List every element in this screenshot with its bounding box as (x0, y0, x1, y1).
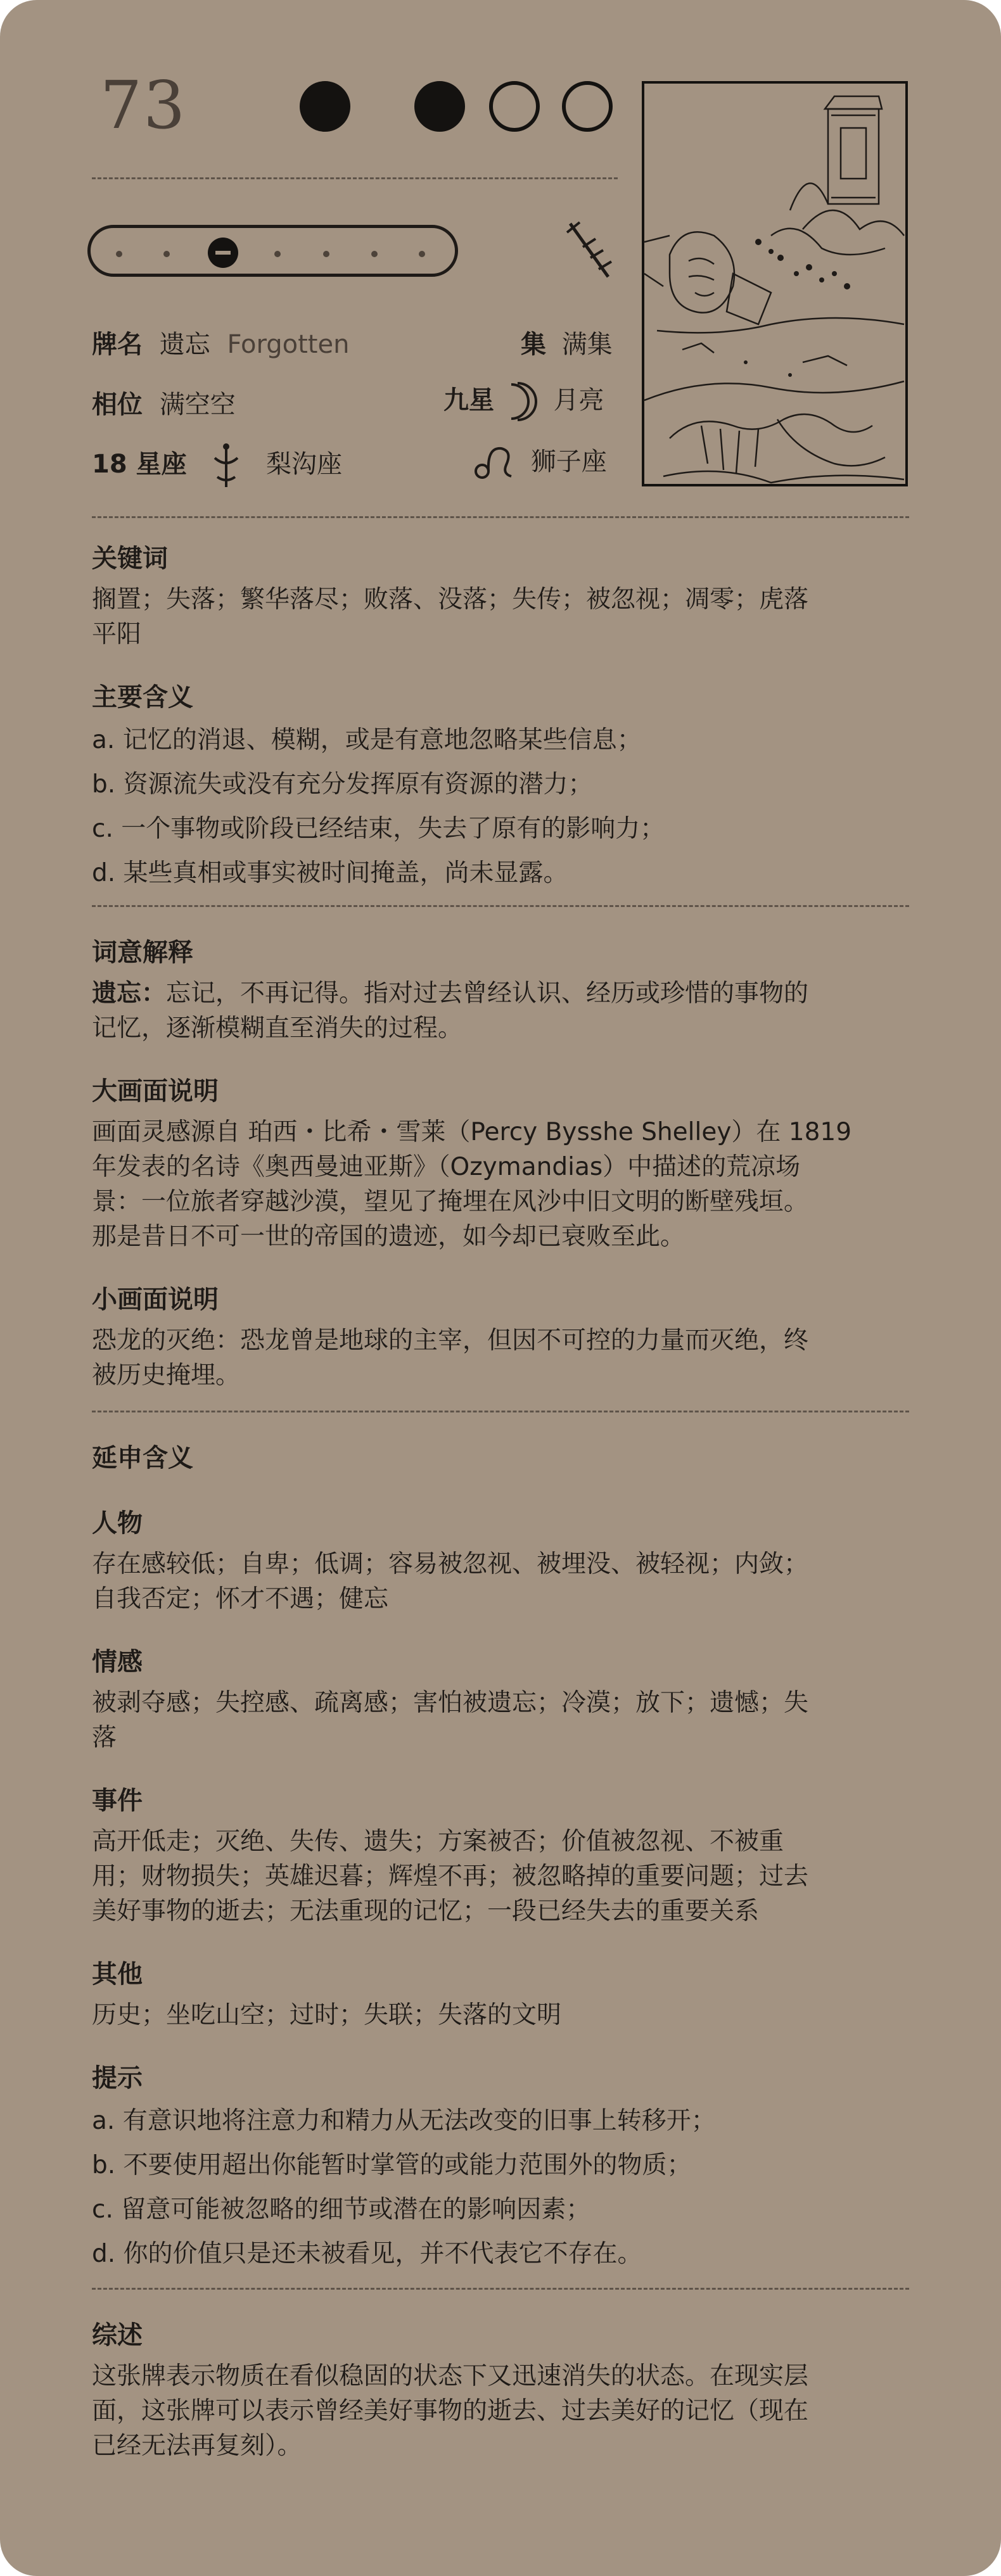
keywords-section (92, 538, 909, 652)
ruins-illustration (644, 84, 908, 486)
dot-3 (414, 81, 465, 132)
dot-4 (489, 81, 540, 132)
name-cn: 遗忘 (159, 330, 210, 359)
slider-tick (419, 251, 425, 257)
main-meaning-title: 主要含义 (92, 683, 193, 712)
set-label: 集 (521, 330, 546, 359)
tips-item: c. 留意可能被忽略的细节或潜在的影响因素； (92, 2195, 591, 2224)
name-label: 牌名 (92, 330, 143, 359)
main-meaning-item: b. 资源流失或没有充分发挥原有资源的潜力； (92, 770, 593, 799)
slider-tick (323, 251, 329, 257)
keywords-title: 关键词 (92, 544, 168, 573)
info-zodiac-row (472, 441, 607, 483)
summary-line: 这张牌表示物质在看似稳固的状态下又迅速消失的状态。在现实层 (92, 2362, 809, 2390)
summary-section (92, 2315, 909, 2463)
divider (92, 1411, 909, 1412)
branch-icon (564, 219, 615, 282)
big-picture-section (92, 1071, 909, 1254)
name-en: Forgotten (227, 330, 350, 359)
dot-5 (562, 81, 613, 132)
main-meaning-section (92, 677, 909, 896)
divider-top (92, 177, 618, 179)
tips-section (92, 2058, 909, 2276)
event-line: 美好事物的逝去；无法重现的记忆；一段已经失去的重要关系 (92, 1897, 760, 1926)
emotion-line: 落 (92, 1723, 117, 1752)
content-area (92, 538, 909, 2463)
big-picture-line: 那是昔日不可一世的帝国的遗迹，如今却已衰败至此。 (92, 1222, 685, 1251)
extended-section (92, 1438, 909, 2033)
summary-line: 面，这张牌可以表示曾经美好事物的逝去、过去美好的记忆（现在 (92, 2397, 809, 2425)
info-star18-row (92, 441, 342, 490)
small-picture-line: 恐龙的灭绝：恐龙曾是地球的主宰，但因不可控的力量而灭绝，终 (92, 1326, 809, 1355)
info-ninestar-row (443, 380, 604, 422)
event-line: 高开低走；灭绝、失传、遗失；方案被否；价值被忽视、不被重 (92, 1827, 784, 1856)
event-title: 事件 (92, 1786, 143, 1815)
summary-line: 已经无法再复刻）。 (92, 2432, 302, 2460)
slider-tick (116, 251, 122, 257)
info-set-row (521, 324, 613, 360)
card-illustration (642, 81, 908, 486)
tips-title: 提示 (92, 2064, 143, 2093)
dot-1 (300, 81, 350, 132)
summary-title: 综述 (92, 2321, 143, 2350)
emotion-line: 被剥夺感；失控感、疏离感；害怕被遗忘；冷漠；放下；遗憾；失 (92, 1689, 809, 1717)
person-line: 存在感较低；自卑；低调；容易被忽视、被埋没、被轻视；内敛； (92, 1550, 809, 1578)
plow-constellation-icon (201, 441, 252, 490)
big-picture-line: 景：一位旅者穿越沙漠，望见了掩埋在风沙中旧文明的断壁残垣。 (92, 1188, 809, 1216)
person-line: 自我否定；怀才不遇；健忘 (92, 1585, 389, 1613)
rating-dots (0, 81, 634, 138)
divider (92, 905, 909, 907)
slider-tick (274, 251, 281, 257)
slider-knob (208, 238, 238, 268)
main-meaning-item: d. 某些真相或事实被时间掩盖，尚未显露。 (92, 859, 568, 887)
keywords-line: 搁置；失落；繁华落尽；败落、没落；失传；被忽视；凋零；虎落 (92, 585, 809, 614)
leo-icon (472, 443, 516, 483)
event-line: 用；财物损失；英雄迟暮；辉煌不再；被忽略掉的重要问题；过去 (92, 1862, 809, 1891)
word-meaning-section (92, 932, 909, 1046)
tips-item: b. 不要使用超出你能暂时掌管的或能力范围外的物质； (92, 2151, 692, 2179)
big-picture-line: 年发表的名诗《奥西曼迪亚斯》（Ozymandias）中描述的荒凉场 (92, 1153, 801, 1181)
nine-star-value: 月亮 (553, 386, 604, 415)
slider-tick (371, 251, 378, 257)
tips-item: a. 有意识地将注意力和精力从无法改变的旧事上转移开； (92, 2107, 716, 2135)
big-picture-line: 画面灵感源自 珀西・比希・雪莱（Percy Bysshe Shelley）在 1819 (92, 1118, 852, 1146)
word-meaning-line: 记忆，逐渐模糊直至消失的过程。 (92, 1014, 463, 1043)
slider-tick (163, 251, 170, 257)
small-picture-section (92, 1279, 909, 1393)
phase-value: 满空空 (159, 390, 236, 419)
star18-value: 梨沟座 (266, 450, 343, 479)
word-meaning-line (92, 976, 909, 1011)
star18-label: 18 星座 (92, 450, 187, 479)
other-title: 其他 (92, 1960, 143, 1989)
main-meaning-item: a. 记忆的消退、模糊，或是有意地忽略某些信息； (92, 726, 642, 754)
main-meaning-item: c. 一个事物或阶段已经结束，失去了原有的影响力； (92, 815, 665, 843)
other-line: 历史；坐吃山空；过时；失联；失落的文明 (92, 2001, 562, 2029)
phase-label: 相位 (92, 390, 143, 419)
tips-item: d. 你的价值只是还未被看见，并不代表它不存在。 (92, 2240, 642, 2268)
word-meaning-term: 遗忘： (92, 979, 167, 1008)
person-title: 人物 (92, 1509, 143, 1538)
position-slider (87, 225, 458, 277)
zodiac-value: 狮子座 (530, 447, 607, 476)
card-number: 73 (100, 67, 187, 144)
emotion-title: 情感 (92, 1647, 143, 1677)
info-phase-row (92, 384, 236, 421)
word-meaning-text: 忘记，不再记得。指对过去曾经认识、经历或珍惜的事物的 (166, 979, 809, 1008)
small-picture-title: 小画面说明 (92, 1285, 219, 1314)
big-picture-title: 大画面说明 (92, 1077, 219, 1106)
keywords-line: 平阳 (92, 620, 142, 649)
moon-icon (502, 381, 542, 422)
dot-2 (355, 81, 405, 132)
word-meaning-title: 词意解释 (92, 938, 193, 967)
divider-info (92, 516, 909, 518)
info-name-row (92, 324, 349, 360)
extended-title: 延申含义 (92, 1443, 193, 1473)
small-picture-line: 被历史掩埋。 (92, 1361, 241, 1390)
set-value: 满集 (561, 330, 613, 359)
nine-star-label: 九星 (443, 386, 494, 415)
divider (92, 2288, 909, 2290)
